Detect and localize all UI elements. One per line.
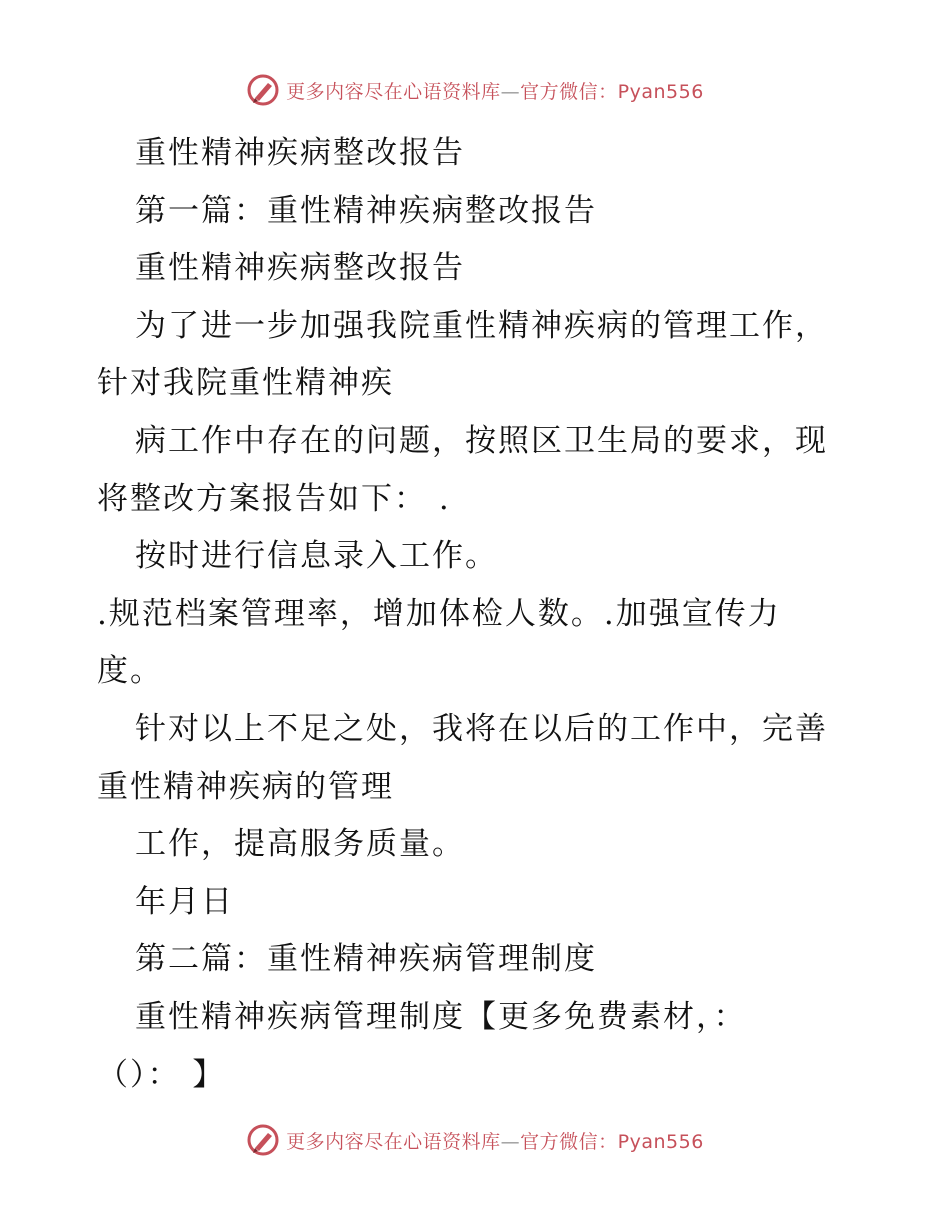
- document-body: [97, 125, 857, 1104]
- pen-logo-icon: [246, 1123, 280, 1157]
- text-line: 年月日: [135, 883, 234, 920]
- text-line: .规范档案管理率，增加体检人数。.加强宣传力: [97, 595, 781, 632]
- text-line: 按时进行信息录入工作。: [135, 538, 498, 575]
- pen-logo-icon: [246, 73, 280, 107]
- text-line: 针对我院重性精神疾: [97, 365, 394, 402]
- header-watermark: [0, 70, 950, 110]
- text-line: 重性精神疾病整改报告: [135, 135, 465, 171]
- text-line: 为了进一步加强我院重性精神疾病的管理工作，: [135, 307, 828, 344]
- text-line: 重性精神疾病的管理: [97, 768, 394, 805]
- text-line: 第一篇：重性精神疾病整改报告: [135, 192, 597, 229]
- text-line: （）： 】: [97, 1056, 226, 1093]
- watermark-text: 更多内容尽在心语资料库—官方微信：Pyan556: [286, 1130, 704, 1153]
- text-line: 针对以上不足之处，我将在以后的工作中，完善: [135, 710, 828, 747]
- text-line: 度。: [97, 653, 163, 690]
- footer-watermark: [0, 1120, 950, 1160]
- text-line: 重性精神疾病整改报告: [135, 250, 465, 287]
- text-line: 将整改方案报告如下： .: [97, 480, 451, 517]
- text-line: 第二篇：重性精神疾病管理制度: [135, 941, 597, 978]
- text-line: 病工作中存在的问题，按照区卫生局的要求，现: [135, 422, 828, 459]
- text-line: 工作，提高服务质量。: [135, 826, 465, 863]
- watermark-text: 更多内容尽在心语资料库—官方微信：Pyan556: [286, 80, 704, 103]
- text-line: 重性精神疾病管理制度【更多免费素材，：: [135, 998, 747, 1035]
